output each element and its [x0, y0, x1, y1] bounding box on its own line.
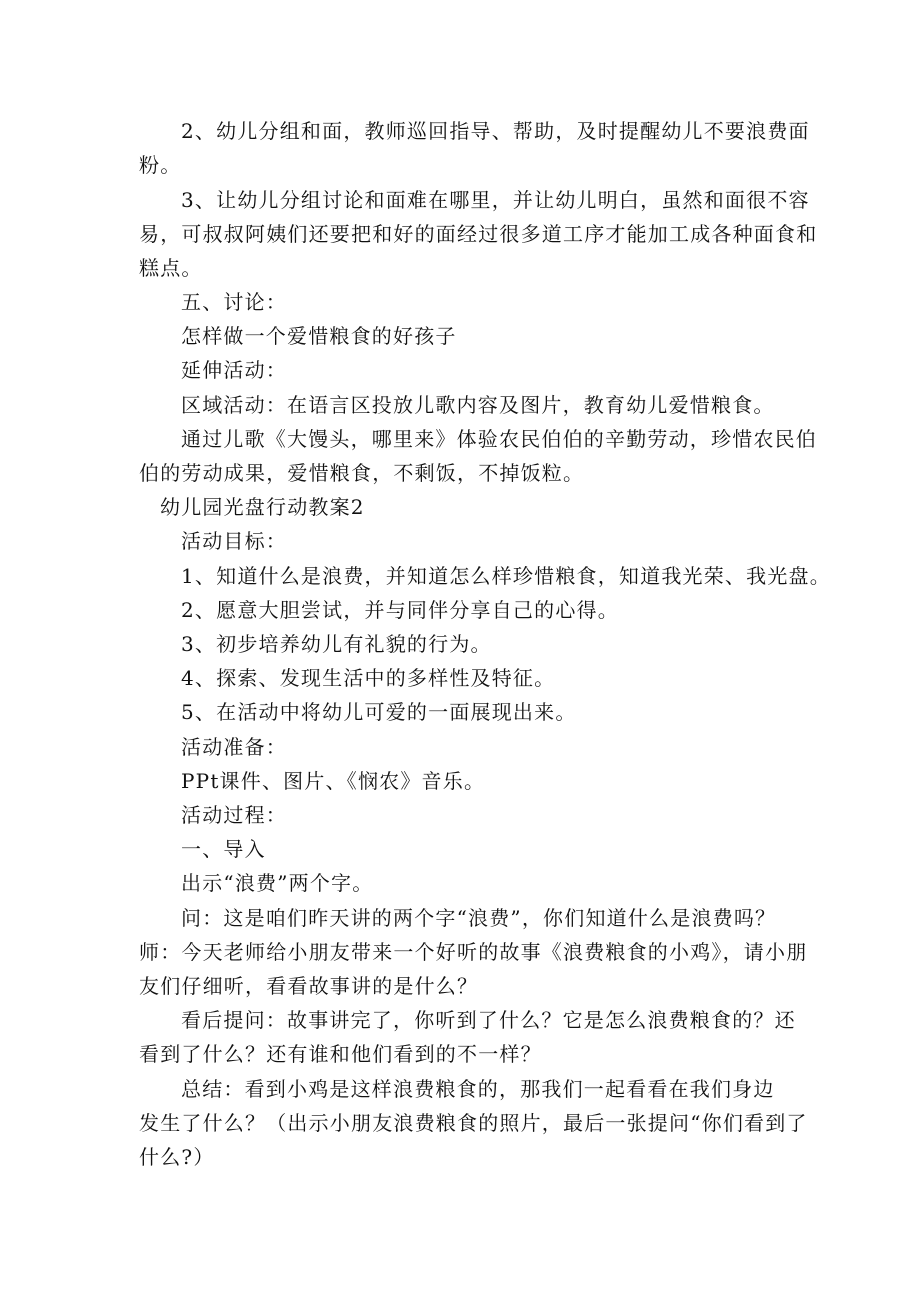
paragraph-line: 看到了什么？还有谁和他们看到的不一样？ — [139, 1042, 542, 1066]
list-item: 4、探索、发现生活中的多样性及特征。 — [181, 666, 556, 690]
paragraph-line: 友们仔细听，看看故事讲的是什么？ — [139, 974, 479, 998]
list-item: 1、知道什么是浪费，并知道怎么样珍惜粮食，知道我光荣、我光盘。 — [181, 564, 831, 588]
paragraph-line: 3、让幼儿分组讨论和面难在哪里，并让幼儿明白，虽然和面很不容 — [181, 188, 810, 212]
list-item: 5、在活动中将幼儿可爱的一面展现出来。 — [181, 700, 577, 724]
paragraph-line: 发生了什么？（出示小朋友浪费粮食的照片，最后一张提问“你们看到了 — [139, 1111, 808, 1135]
section-heading: 活动过程： — [181, 803, 287, 827]
paragraph-line: 看后提问：故事讲完了，你听到了什么？它是怎么浪费粮食的？还 — [181, 1008, 796, 1032]
paragraph-line: 区域活动：在语言区投放儿歌内容及图片，教育幼儿爱惜粮食。 — [181, 393, 775, 417]
paragraph-line: 问：这是咱们昨天讲的两个字“浪费”，你们知道什么是浪费吗？ — [181, 906, 777, 930]
section-heading: 活动目标： — [181, 529, 287, 553]
section-heading: 一、导入 — [181, 837, 266, 861]
paragraph-line: 总结：看到小鸡是这样浪费粮食的，那我们一起看看在我们身边 — [181, 1077, 775, 1101]
paragraph-line: 怎样做一个爱惜粮食的好孩子 — [181, 324, 457, 348]
section-heading: 活动准备： — [181, 735, 287, 759]
paragraph-line: 粉。 — [139, 153, 182, 177]
list-item: 2、愿意大胆尝试，并与同伴分享自己的心得。 — [181, 598, 619, 622]
paragraph-line: 易，可叔叔阿姨们还要把和好的面经过很多道工序才能加工成各种面食和 — [139, 222, 818, 246]
paragraph-line: 出示“浪费”两个字。 — [181, 871, 374, 895]
list-item: 3、初步培养幼儿有礼貌的行为。 — [181, 632, 492, 656]
paragraph-line: 师：今天老师给小朋友带来一个好听的故事《浪费粮食的小鸡》，请小朋 — [139, 940, 808, 964]
paragraph-line: 2、幼儿分组和面，教师巡回指导、帮助，及时提醒幼儿不要浪费面 — [181, 119, 810, 143]
paragraph-line: 糕点。 — [139, 256, 203, 280]
document-title: 幼儿园光盘行动教案2 — [160, 495, 365, 519]
section-heading: 延伸活动： — [181, 358, 287, 382]
paragraph-line: 伯的劳动成果，爱惜粮食，不剩饭，不掉饭粒。 — [139, 461, 585, 485]
paragraph-line: 通过儿歌《大馒头，哪里来》体验农民伯伯的辛勤劳动，珍惜农民伯 — [181, 427, 817, 451]
paragraph-line: PPt课件、图片、《悯农》音乐。 — [181, 769, 486, 793]
section-heading: 五、讨论： — [181, 290, 287, 314]
paragraph-line: 什么?） — [139, 1145, 215, 1169]
